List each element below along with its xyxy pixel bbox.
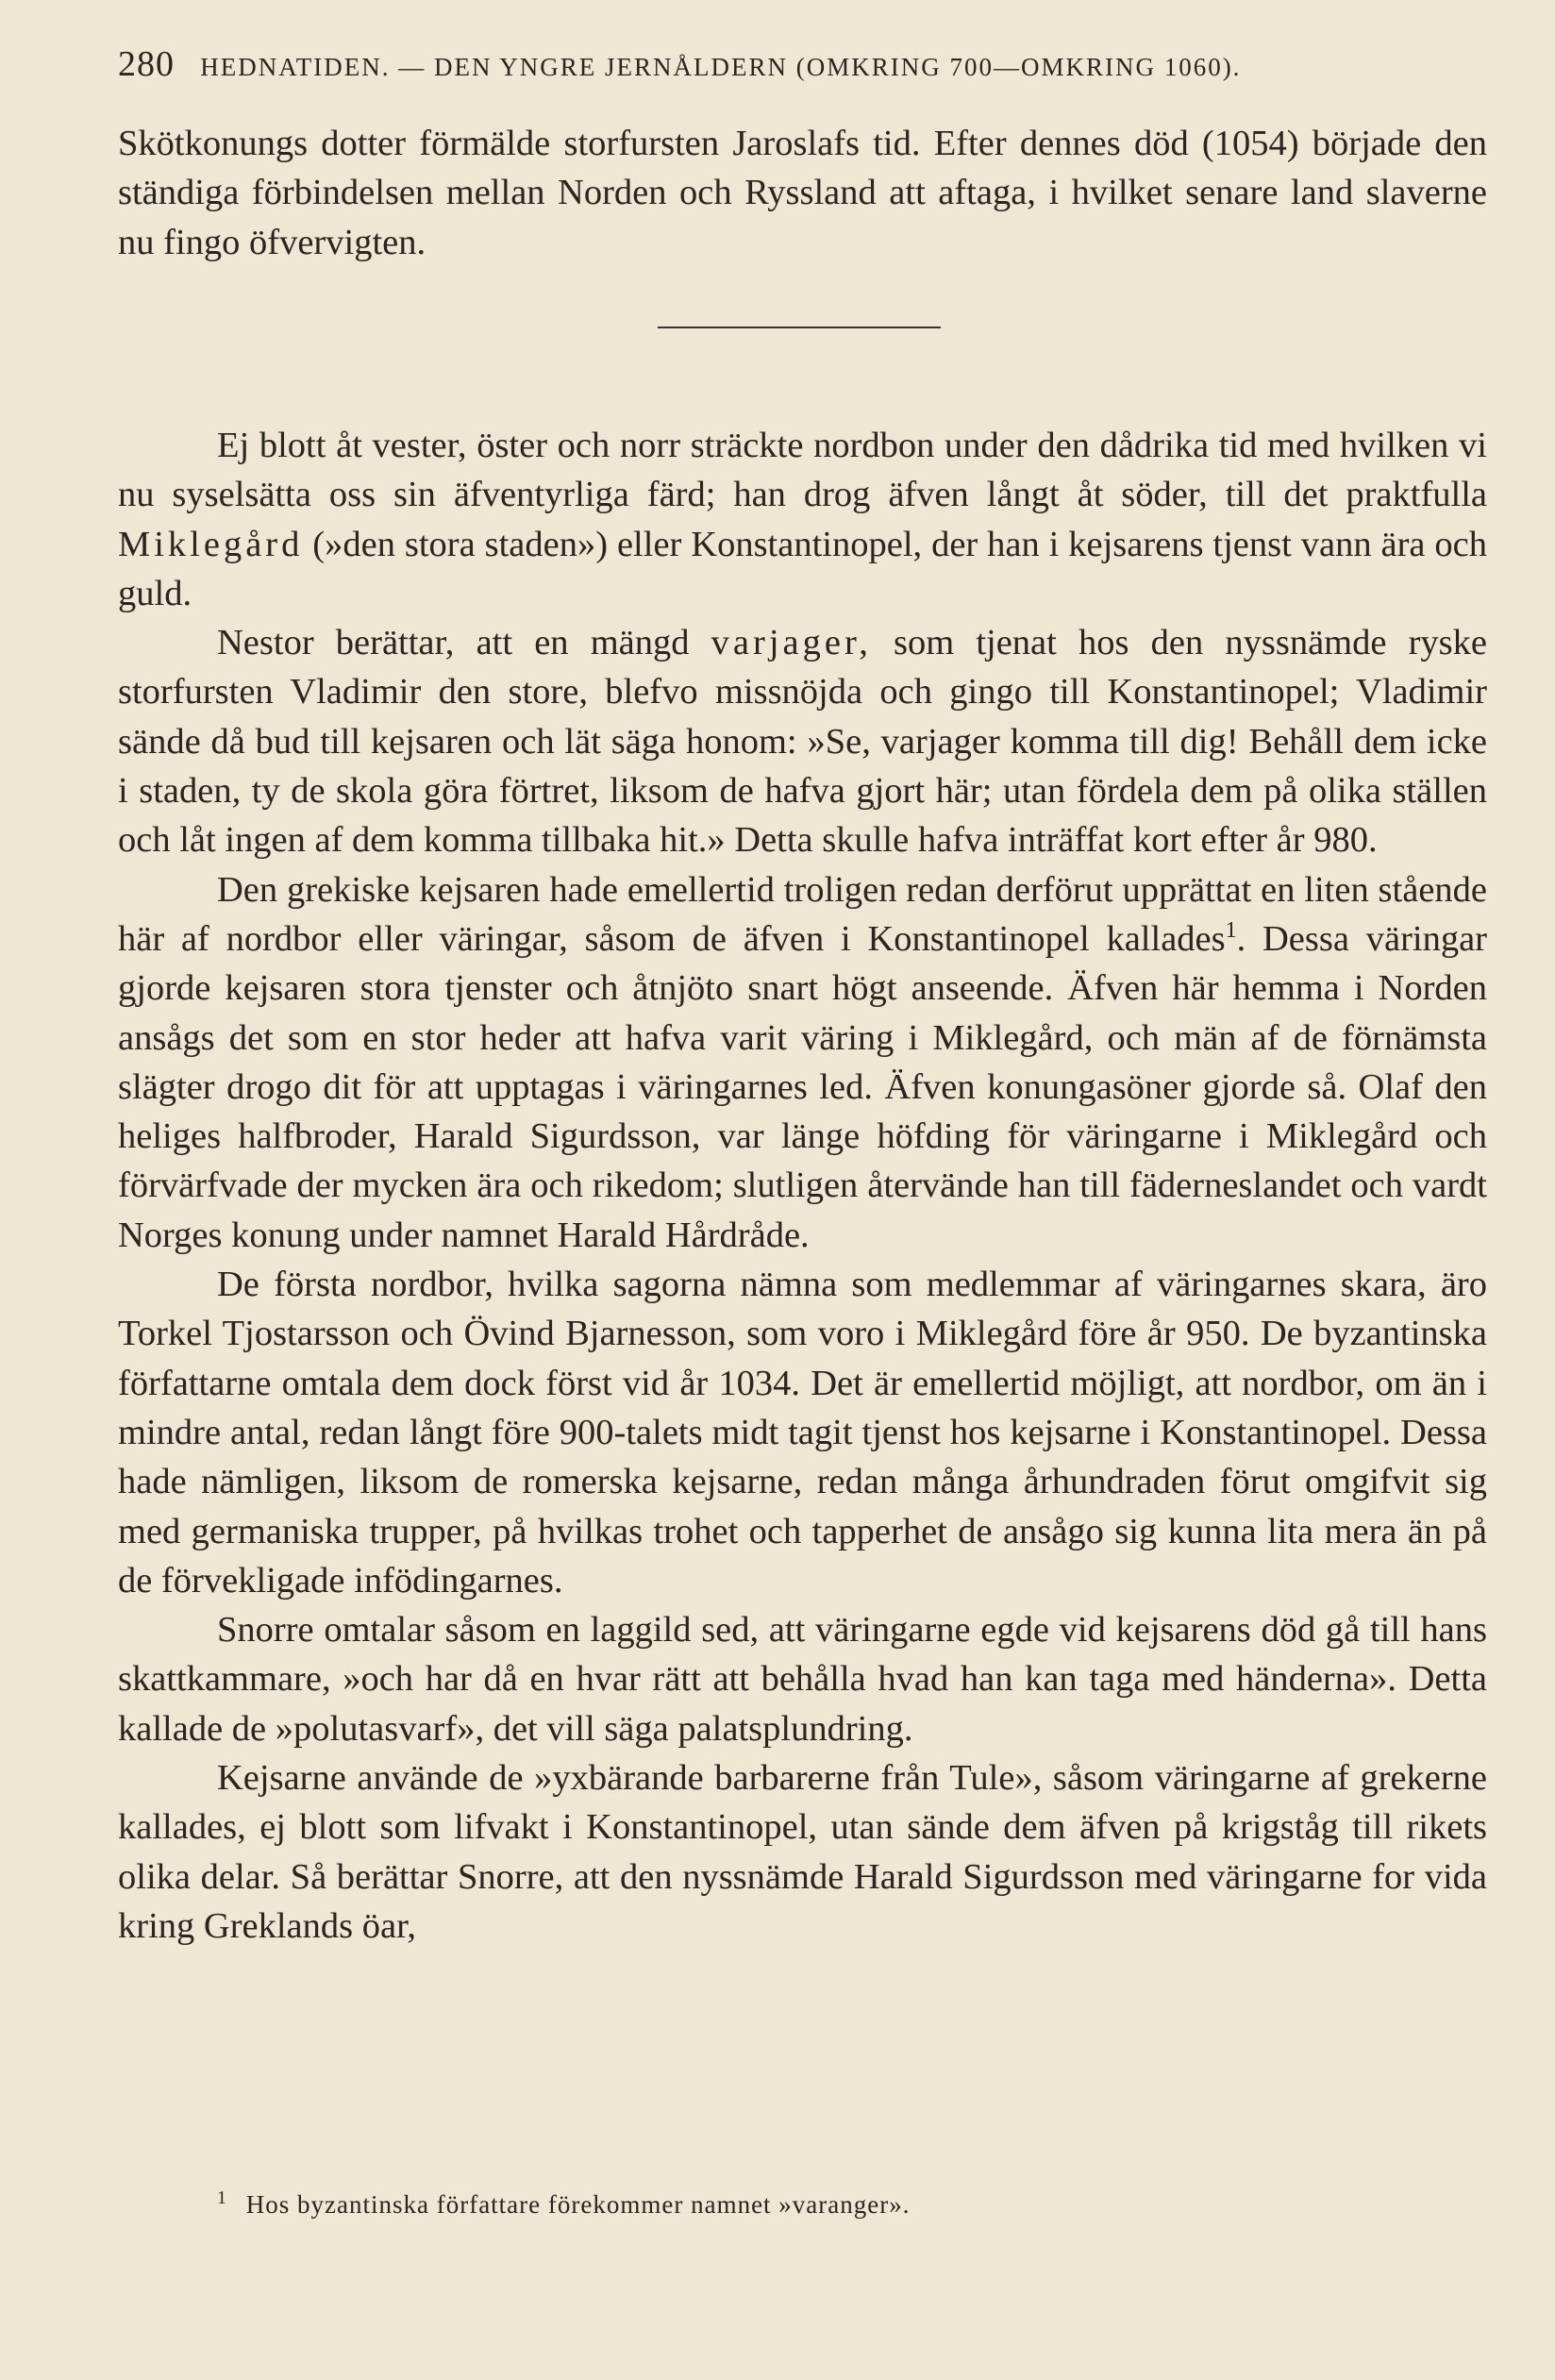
footnote-mark: 1 [217,2187,227,2208]
running-title: HEDNATIDEN. — DEN YNGRE JERNÅLDERN (OMKRING 700—OMKRING 1060). [200,53,1242,81]
paragraph-2-text-a: Nestor berättar, att en mängd [217,623,690,663]
footnote [217,2187,1444,2220]
varjager-term: varjager, [711,623,872,663]
paragraph-3 [118,865,1487,1260]
paragraph-2-text-b: som tjenat hos den nyssnämde ryske storfursten Vladimir den store, blefvo missnöjda och gingo till Konstantinopel; Vladimir sände då bud till kejsaren och lät säga honom: »Se, varjager komma till dig! Behåll dem icke i staden, ty de skola göra förtret, liksom de hafva gjort här; utan fördela dem på olika ställen och låt ingen af dem komma tillbaka hit.» Detta skulle hafva inträffat kort efter år 980. [118,623,1488,861]
paragraph-1-text: Ej blott åt vester, öster och norr sträckte nordbon under den dådrika tid med hvilken vi nu syselsätta oss sin äfventyrliga färd; han drog äfven långt åt söder, till det praktfulla [118,426,1487,515]
intro-paragraph: Skötkonungs dotter förmälde storfursten Jaroslafs tid. Efter dennes död (1054) började den ständiga förbindelsen mellan Norden och Ryssland att aftaga, i hvilket senare land slaverne nu fingo öfvervigten. [118,124,1487,262]
paragraph-6: Kejsarne använde de »yxbärande barbarerne från Tule», såsom väringarne af grekerne kallades, ej blott som lifvakt i Konstantinopel, utan sände dem äfven på krigståg till rikets olika delar. Så berättar Snorre, att den nyssnämde Harald Sigurdsson med väringarne for vida kring Greklands öar, [118,1758,1487,1946]
page-number: 280 [118,44,175,84]
paragraph-3-text-a: Den grekiske kejsaren hade emellertid troligen redan derförut upprättat en liten stående här af nordbor eller väringar, såsom de äfven i Konstantinopel kallades [118,869,1487,959]
running-header [118,43,1458,85]
main-text [118,421,1487,1951]
miklegard-term: Miklegård [118,524,304,564]
paragraph-3-text-b: . Dessa väringar gjorde kejsaren stora tjenster och åtnjöto snart högt anseende. Äfven här hemma i Norden ansågs det som en stor heder att hafva varit väring i Miklegård, och män af de förnämsta slägter drogo dit för att upptagas i väringarnes led. Äfven konungasöner gjorde så. Olaf den heliges halfbroder, Harald Sigurdsson, var länge höfding för väringarne i Miklegård och förvärfvade der mycken ära och rikedom; slutligen återvände han till fäderneslandet och vardt Norges konung under namnet Harald Hårdråde. [118,918,1487,1255]
paragraph-4: De första nordbor, hvilka sagorna nämna som medlemmar af väringarnes skara, äro Torkel Tjostarsson och Övind Bjarnesson, som voro i Miklegård före år 950. De byzantinska författarne omtala dem dock först vid år 1034. Det är emellertid möjligt, att nordbor, om än i mindre antal, redan långt före 900-talets midt tagit tjenst hos kejsarne i Konstantinopel. Dessa hade nämligen, liksom de romerska kejsarne, redan många århundraden förut omgifvit sig med germaniska trupper, på hvilkas trohet och tapperhet de ansågo sig kunna lita mera än på de förvekligade infödingarnes. [118,1265,1487,1601]
footnote-text: Hos byzantinska författare förekommer namnet »varanger». [245,2190,911,2219]
paragraph-1-rest: (»den stora staden») eller Konstantinopel, der han i kejsarens tjenst vann ära och guld. [118,524,1487,613]
footnote-reference: 1 [1225,918,1237,944]
paragraph-1 [118,421,1487,618]
intro-text [118,119,1487,267]
section-divider [658,327,941,328]
paragraph-2 [118,618,1487,864]
paragraph-5: Snorre omtalar såsom en laggild sed, att väringarne egde vid kejsarens död gå till hans skattkammare, »och har då en hvar rätt att behålla hvad han kan taga med händerna». Detta kallade de »polutasvarf», det vill säga palatsplundring. [118,1610,1487,1749]
